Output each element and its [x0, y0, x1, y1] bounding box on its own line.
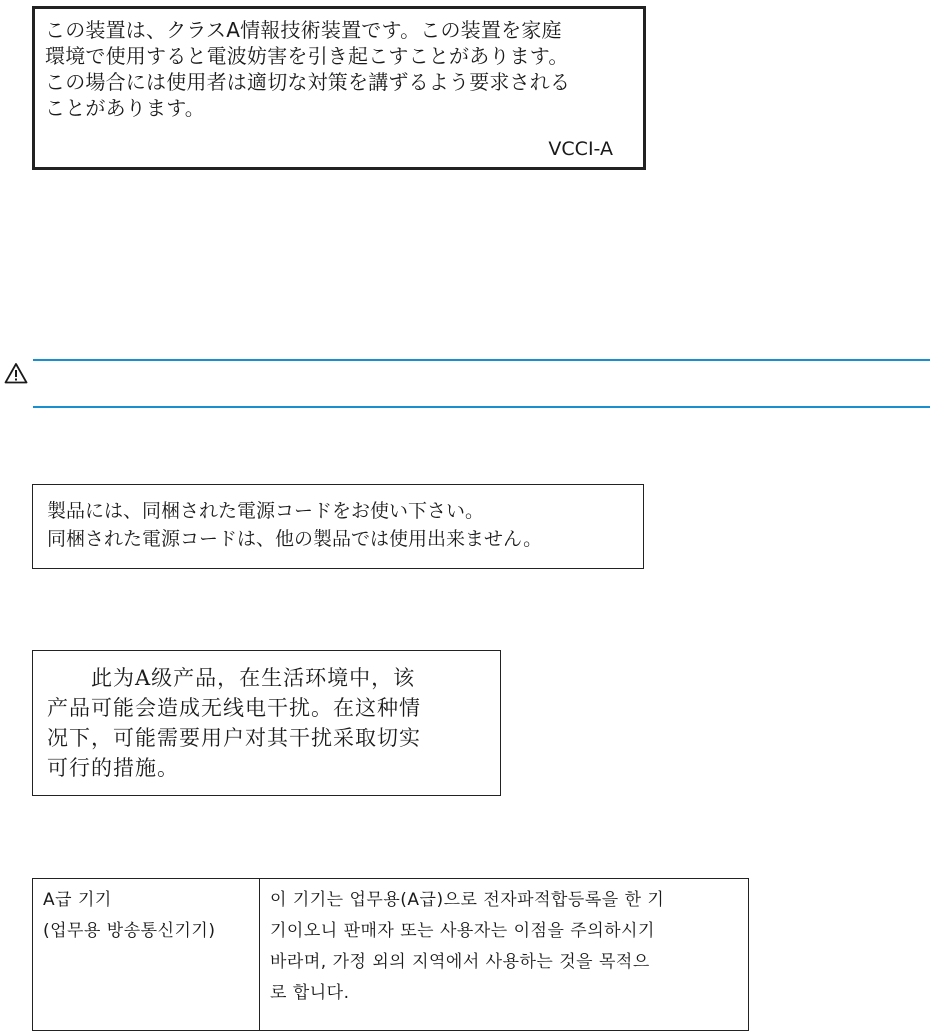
china-notice-line: 可行的措施。 [47, 756, 179, 780]
warning-rule-bottom [33, 406, 930, 408]
korea-notice-line: 바라며, 가정 외의 지역에서 사용하는 것을 목적으 [270, 952, 650, 972]
vcci-notice-box [32, 6, 646, 170]
vcci-line: ことがあります。 [45, 96, 205, 120]
vcci-line: この場合には使用者は適切な対策を講ずるよう要求される [45, 70, 571, 94]
korea-class-sublabel: (업무용 방송통신기기) [43, 921, 216, 941]
korea-notice-line: 이 기기는 업무용(A급)으로 전자파적합등록을 한 기 [270, 890, 665, 910]
power-cord-line: 同梱された電源コードは、他の製品では使用出来ません。 [47, 528, 543, 550]
china-class-a-notice-box [32, 650, 501, 796]
korea-notice-line: 기이오니 판매자 또는 사용자는 이점을 주의하시기 [270, 921, 655, 941]
vcci-line: 環境で使用すると電波妨害を引き起こすことがあります。 [45, 44, 569, 68]
china-notice-line: 此为A级产品，在生活环境中，该 [47, 666, 416, 690]
korea-class-label: A급 기기 [43, 890, 112, 910]
korea-notice-text-cell [260, 879, 749, 1031]
korea-notice-line: 로 합니다. [270, 983, 350, 1003]
table-row [33, 879, 749, 1031]
china-notice-line: 况下，可能需要用户对其干扰采取切实 [47, 726, 421, 750]
china-notice-line: 产品可能会造成无线电干扰。在这种情 [47, 696, 421, 720]
vcci-signature: VCCI-A [548, 138, 613, 160]
power-cord-line: 製品には、同梱された電源コードをお使い下さい。 [47, 500, 485, 522]
vcci-line: この装置は、クラスA情報技術装置です。この装置を家庭 [45, 18, 562, 42]
korea-device-class-cell [33, 879, 260, 1031]
korea-class-a-notice-table [32, 878, 749, 1031]
power-cord-notice-box [32, 484, 644, 569]
warning-rule-top [33, 359, 930, 361]
warning-triangle-icon [4, 362, 28, 384]
